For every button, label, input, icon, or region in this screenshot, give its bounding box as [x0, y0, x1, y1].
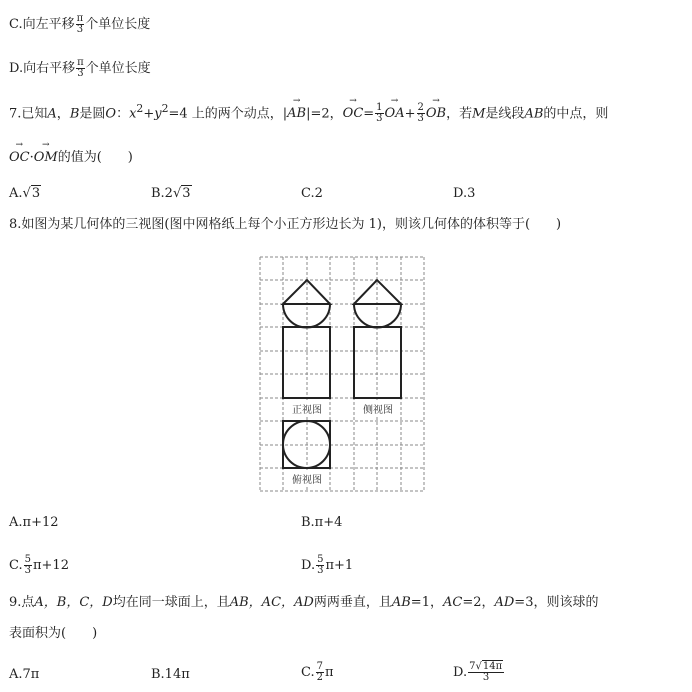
q9-stem-line1 — [9, 595, 598, 611]
q9-option-c-suffix: π — [325, 665, 334, 680]
q7-frac1-den: 3 — [376, 113, 383, 125]
q7-dot: · — [29, 150, 34, 165]
q7-vector-ab: → AB — [287, 106, 306, 122]
label-front-view: 正视图 — [292, 405, 322, 416]
q9-option-d-num-radicand: 14π — [482, 661, 503, 672]
q7-option-c[interactable]: C.2 — [301, 186, 323, 201]
q7-line2-vector-oc: → OC — [9, 150, 30, 166]
q7-option-a-radicand: 3 — [31, 186, 41, 201]
q7-option-d[interactable]: D.3 — [453, 186, 476, 201]
q9-v3: =3，则该球的 — [514, 595, 599, 610]
q7-mid-text: 是线段 — [485, 106, 525, 122]
q8-option-d-prefix: D. — [301, 558, 316, 573]
q7-eq-x: x — [129, 106, 137, 122]
q7-line2-vector-om: → OM — [34, 150, 58, 166]
q9-ad: AD — [494, 595, 515, 610]
q9-option-d-prefix: D. — [453, 665, 468, 680]
q6-option-d — [9, 58, 151, 79]
q7-frac1-num: 1 — [376, 102, 383, 114]
q7-eq-x-exponent: 2 — [136, 102, 144, 115]
q9-stem-line2: 表面积为( ) — [9, 626, 98, 641]
q9-option-c-num: 7 — [316, 661, 323, 672]
q8-option-b[interactable]: B.π+4 — [301, 515, 343, 530]
q7-vector-ob: → OB — [426, 106, 446, 122]
q7-intro: 7.已知 — [9, 106, 48, 122]
q7-circle-text: 是圆 — [79, 106, 106, 122]
q7-eq-rest: =4 上的两个动点，| — [168, 106, 288, 122]
q6-option-c-frac-num: π — [76, 13, 84, 24]
q8-stem: 8.如图为某几何体的三视图(图中网格纸上每个小正方形边长为 1)，则该几何体的体积等于( ) — [9, 217, 562, 232]
q7-fraction-2 — [417, 103, 425, 124]
grid-paper — [260, 257, 424, 491]
q9-option-d-num-coef: 7 — [469, 661, 476, 672]
q6-option-d-suffix: 个单位长度 — [85, 61, 151, 76]
q7-frac2-num: 2 — [417, 102, 424, 114]
q9-segments: AB，AC，AD — [229, 595, 314, 610]
q7-point-m: M — [472, 106, 486, 122]
q6-option-d-prefix: D.向右平移 — [9, 61, 76, 76]
q9-option-b[interactable]: B.14π — [151, 667, 190, 682]
q7-segment-ab: AB — [524, 106, 544, 122]
q6-option-c-fraction — [76, 14, 85, 35]
q7-vector-oc: → OC — [343, 106, 364, 122]
three-view-figure — [258, 255, 428, 493]
q6-option-c-prefix: C.向左平移 — [9, 17, 75, 32]
q9-option-c[interactable] — [301, 662, 334, 683]
q7-stem-line1 — [9, 101, 608, 124]
q9-mid2: 两两垂直，且 — [313, 595, 392, 610]
q7-point-a: A — [47, 106, 57, 122]
q7-option-a[interactable]: A.√3 — [9, 186, 41, 201]
q8-option-d-den: 3 — [317, 565, 324, 576]
q8-option-c-prefix: C. — [9, 558, 23, 573]
q7-option-b-radicand: 3 — [182, 186, 191, 201]
q6-option-d-frac-den: 3 — [77, 68, 84, 79]
q7-eq-sign: = — [363, 106, 375, 122]
q7-colon: ： — [116, 106, 130, 122]
q9-option-c-prefix: C. — [301, 665, 315, 680]
q7-eq-plus: + — [143, 106, 155, 122]
label-top-view: 俯视图 — [292, 475, 322, 486]
q6-option-d-fraction — [76, 58, 85, 79]
q7-option-a-prefix: A. — [9, 186, 23, 201]
q9-ab: AB — [391, 595, 411, 610]
q9-start: 9.点 — [9, 595, 35, 610]
q9-option-c-fraction — [316, 662, 324, 683]
q9-points: A，B，C，D — [34, 595, 113, 610]
q8-option-c-suffix: π+12 — [33, 558, 69, 573]
q8-option-c[interactable] — [9, 555, 69, 576]
q7-eq-ab: |=2， — [306, 106, 343, 122]
q7-frac2-den: 3 — [417, 113, 424, 125]
q9-v2: =2， — [462, 595, 495, 610]
q8-option-d[interactable] — [301, 555, 353, 576]
q9-option-d-den: 3 — [482, 672, 490, 683]
q7-point-b: B — [69, 106, 80, 122]
q6-option-d-frac-num: π — [77, 57, 84, 68]
q8-option-d-fraction — [316, 555, 324, 576]
q7-if-text: ，若 — [446, 106, 473, 122]
q7-tail: 的中点，则 — [543, 106, 609, 122]
q8-option-c-fraction — [24, 555, 32, 576]
q8-option-d-num: 5 — [317, 554, 324, 565]
q8-option-c-den: 3 — [24, 565, 31, 576]
q7-option-b[interactable]: B.2√3 — [151, 186, 191, 201]
q7-line2-tail: 的值为( ) — [57, 150, 133, 165]
q7-stem-line2 — [9, 150, 133, 166]
q9-mid1: 均在同一球面上，且 — [112, 595, 230, 610]
q9-option-c-den: 2 — [316, 672, 323, 683]
q7-comma: ， — [56, 106, 70, 122]
q7-eq-y: y — [154, 106, 162, 122]
q8-option-c-num: 5 — [24, 554, 31, 565]
q7-plus: + — [404, 106, 416, 122]
q9-option-d-numerator: 7√14π — [469, 661, 503, 672]
q6-option-c-suffix: 个单位长度 — [85, 17, 151, 32]
q7-option-b-prefix: B.2 — [151, 186, 173, 201]
label-side-view: 侧视图 — [363, 405, 393, 416]
q8-option-d-suffix: π+1 — [325, 558, 354, 573]
q7-eq-y-exponent: 2 — [161, 102, 169, 115]
q6-option-c-frac-den: 3 — [76, 24, 84, 35]
q6-option-c — [9, 14, 150, 35]
q9-option-d-fraction — [468, 662, 504, 683]
q7-fraction-1 — [375, 103, 383, 124]
q9-v1: =1， — [410, 595, 443, 610]
q7-circle-o: O — [105, 106, 117, 122]
q9-option-a[interactable]: A.7π — [9, 667, 40, 682]
q7-vector-oa: → OA — [385, 106, 405, 122]
q9-option-d[interactable] — [453, 662, 505, 683]
q9-ac: AC — [442, 595, 463, 610]
q8-option-a[interactable]: A.π+12 — [9, 515, 59, 530]
